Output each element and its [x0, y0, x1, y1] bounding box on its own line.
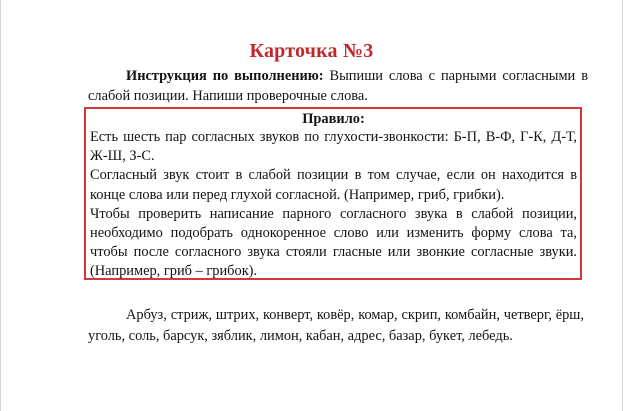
- word-list: Арбуз, стриж, штрих, конверт, ковёр, комар, скрип, комбайн, четверг, ёрш, уголь, соль, барсук, зяблик, лимон, кабан, адрес, базар, букет, лебедь.: [88, 307, 584, 344]
- instruction-label: Инструкция по выполнению:: [126, 68, 324, 84]
- instruction-text: Выпиши слова с парными согласными в слабой позиции. Напиши проверочные слова.: [88, 68, 588, 104]
- card-title: Карточка №3: [249, 40, 374, 62]
- rule-box: [84, 107, 582, 280]
- rule-paragraph-pairs: Есть шесть пар согласных звуков по глухости-звонкости: Б-П, В-Ф, Г-К, Д-Т, Ж-Ш, З-С.: [90, 129, 577, 165]
- rule-paragraph-check: Чтобы проверить написание парного согласного звука в слабой позиции, необходимо подобрать однокоренное слово или изменить форму слова та, чтобы после согласного звука стояли гласные или звонкие согласные звуки. (Например, гриб – грибок).: [90, 205, 577, 280]
- rule-paragraph-weak-position: Согласный звук стоит в слабой позиции в том случае, если он находится в конце слова или перед глухой согласной. (Например, гриб, грибки).: [90, 167, 577, 203]
- instruction-paragraph: [88, 66, 588, 106]
- rule-heading: Правило:: [302, 111, 365, 127]
